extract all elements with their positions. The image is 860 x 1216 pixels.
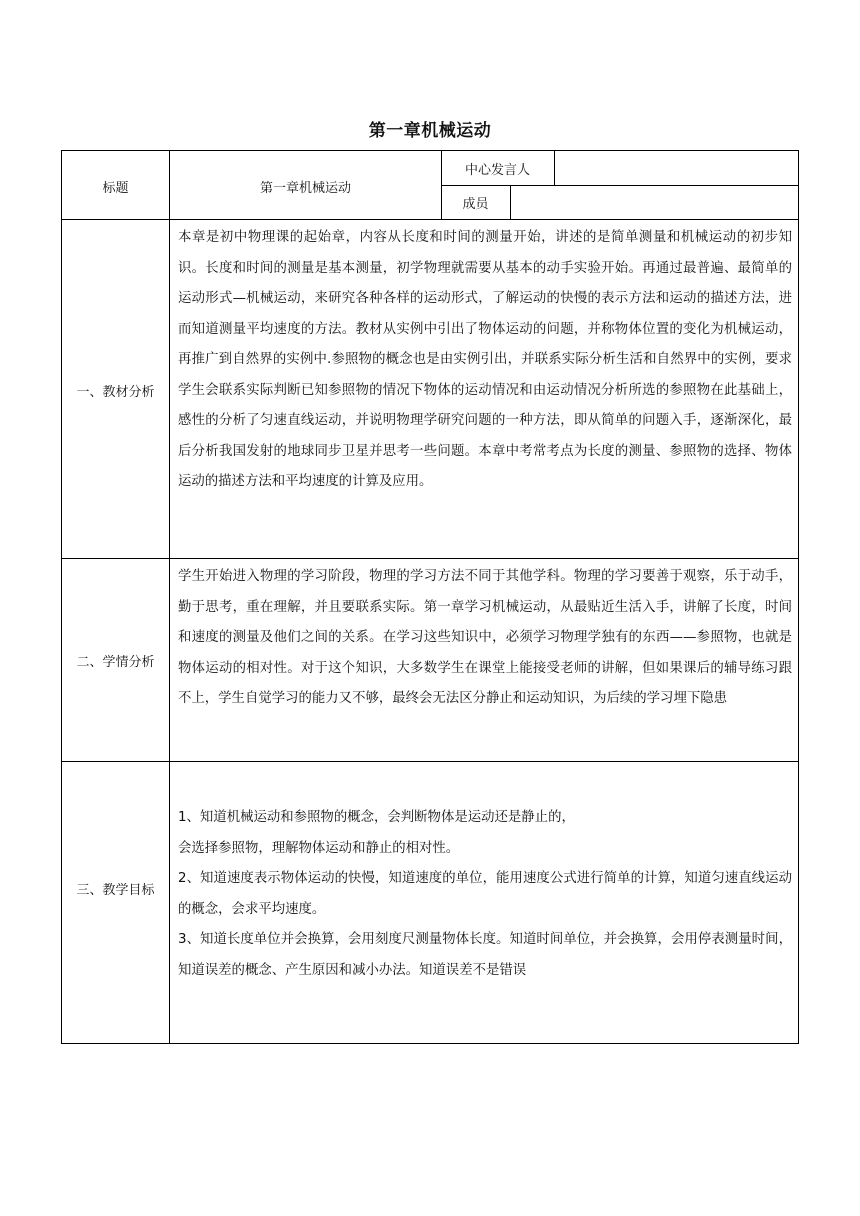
section-label-teaching-objectives: 三、教学目标	[76, 883, 155, 898]
row-divider	[62, 558, 798, 559]
section-text-textbook-analysis: 本章是初中物理课的起始章，内容从长度和时间的测量开始，讲述的是简单测量和机械运动的初步知识。长度和时间的测量是基本测量，初学物理就需要从基本的动手实验开始。再通过最普遍、最简单的运动形式—机械运动，来研究各种各样的运动形式，了解运动的快慢的表示方法和运动的描述方法，进而知道测量平均速度的方法。教材从实例中引出了物体运动的问题，并称物体位置的变化为机械运动，再推广到自然界的实例中.参照物的概念也是由实例引出，并联系实际分析生活和自然界中的实例，要求学生会联系实际判断已知参照物的情况下物体的运动情况和由运动情况分析所选的参照物在此基础上，感性的分析了匀速直线运动，并说明物理学研究问题的一种方法，即从简单的问题入手，逐渐深化，最后分析我国发射的地球同步卫星并思考一些问题。本章中考常考点为长度的测量、参照物的选择、物体运动的描述方法和平均速度的计算及应用。	[178, 230, 792, 489]
header-divider-c	[510, 185, 511, 219]
title-value: 第一章机械运动	[259, 181, 351, 196]
header-split-line	[441, 185, 798, 186]
page-title: 第一章机械运动	[368, 121, 492, 141]
column-divider	[169, 151, 170, 1043]
section-label-learner-analysis: 二、学情分析	[76, 655, 155, 670]
row-divider	[62, 761, 798, 762]
members-label: 成员	[462, 197, 489, 212]
row-divider	[62, 219, 798, 220]
section-text-learner-analysis: 学生开始进入物理的学习阶段，物理的学习方法不同于其他学科。物理的学习要善于观察，乐于动手，勤于思考，重在理解，并且要联系实际。第一章学习机械运动，从最贴近生活入手，讲解了长度，时间和速度的测量及他们之间的关系。在学习这些知识中，必须学习物理学独有的东西——参照物，也就是物体运动的相对性。对于这个知识，大多数学生在课堂上能接受老师的讲解，但如果课后的辅导练习跟不上，学生自觉学习的能力又不够，最终会无法区分静止和运动知识，为后续的学习埋下隐患	[178, 569, 792, 706]
section-text-teaching-objectives	[178, 803, 792, 986]
section-label-textbook-analysis: 一、教材分析	[76, 385, 155, 400]
lesson-plan-table	[61, 150, 799, 1044]
objective-line: 2、知道速度表示物体运动的快慢，知道速度的单位，能用速度公式进行简单的计算，知道匀速直线运动的概念，会求平均速度。	[178, 871, 792, 917]
speaker-label: 中心发言人	[464, 163, 530, 178]
objective-line: 3、知道长度单位并会换算，会用刻度尺测量物体长度。知道时间单位，并会换算，会用停表测量时间，知道误差的概念、产生原因和减小办法。知道误差不是错误	[178, 932, 792, 978]
header-divider-b	[554, 151, 555, 185]
objective-line: 会选择参照物，理解物体运动和静止的相对性。	[178, 840, 460, 856]
objective-line: 1、知道机械运动和参照物的概念，会判断物体是运动还是静止的，	[178, 810, 575, 825]
title-label: 标题	[102, 181, 129, 196]
